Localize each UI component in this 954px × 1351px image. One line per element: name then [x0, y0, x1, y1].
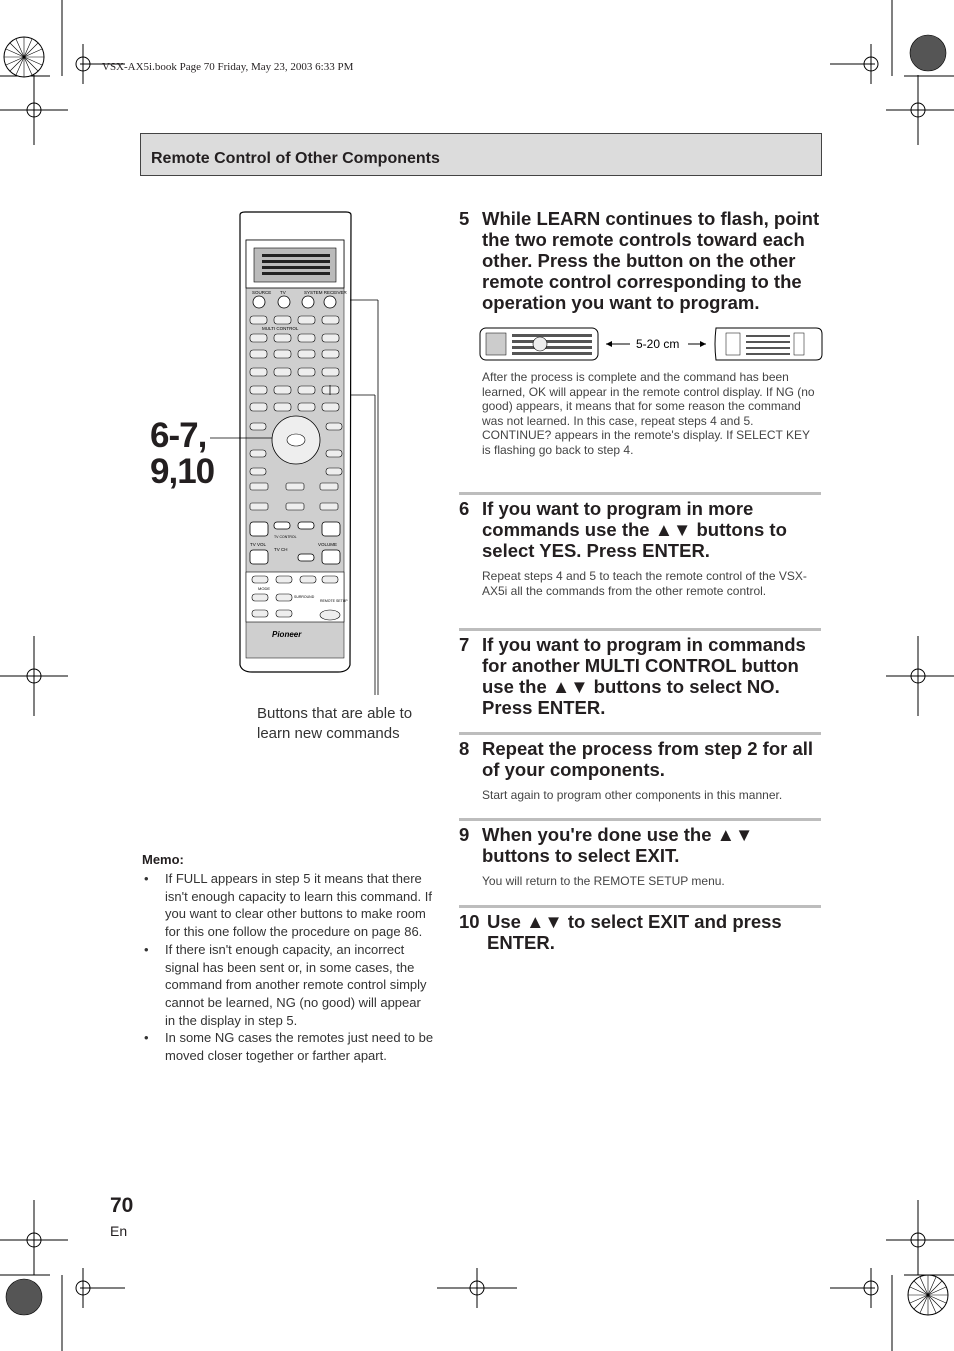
- step-number: 5: [459, 208, 470, 229]
- memo-title: Memo:: [142, 852, 184, 867]
- remote-label-tv-control: TV CONTROL: [274, 535, 297, 539]
- remote-label-tv-ch: TV CH: [274, 547, 288, 552]
- memo-item: • If there isn't enough capacity, an incorrect signal has been sent or, in some cases, the command from another remote control simply cannot be learned, NG (no good) will appear in the display in step 5.: [142, 941, 434, 1030]
- step-number: 10: [459, 911, 480, 932]
- section-header: [140, 133, 822, 176]
- step-number: 6: [459, 498, 470, 519]
- step-title: Use ▲▼ to select EXIT and press ENTER.: [487, 911, 782, 953]
- figure-caption: Buttons that are able to learn new commands: [257, 705, 413, 742]
- divider: [459, 818, 821, 821]
- step-body: After the process is complete and the command has been learned, OK will appear in the remote control display. If NG (no good) appears, it means that for some reason the command was not learned. In this case, repeat steps 4 and 5. CONTINUE? appears in the remote's display. If SELECT KEY is flashing go back to step 4.: [482, 370, 815, 457]
- remote-label-system-receiver: SYSTEM RECEIVER: [304, 290, 347, 295]
- step-body: Start again to program other components in this manner.: [482, 788, 783, 802]
- remote-control-illustration: [200, 210, 400, 705]
- print-line: VSX-AX5i.book Page 70 Friday, May 23, 2003 6:33 PM: [102, 61, 354, 73]
- step-6: [459, 498, 821, 598]
- step-5-body: [459, 370, 821, 457]
- two-remotes-figure: [478, 325, 824, 363]
- remote-label-surround: SURROUND: [294, 595, 315, 599]
- page-number: 70: [110, 1194, 134, 1217]
- callout-steps: [150, 418, 214, 490]
- step-title: If you want to program in commands for another MULTI CONTROL button use the ▲▼ buttons to select NO. Press ENTER.: [482, 634, 806, 718]
- step-7: [459, 634, 821, 718]
- remote-label-mode: MODE: [258, 586, 270, 591]
- step-title: If you want to program in more commands use the ▲▼ buttons to select YES. Press ENTER.: [482, 498, 787, 561]
- step-5: [459, 208, 821, 313]
- memo-item: • In some NG cases the remotes just need to be moved closer together or farther apart.: [142, 1029, 434, 1064]
- step-8: [459, 738, 821, 803]
- step-body: Repeat steps 4 and 5 to teach the remote control of the VSX-AX5i all the commands from the other remote control.: [482, 569, 807, 598]
- language-code: En: [110, 1223, 128, 1239]
- remote-label-volume: VOLUME: [318, 542, 338, 547]
- step-10: [459, 911, 821, 953]
- callout-line-2: 9,10: [150, 452, 215, 491]
- step-body: You will return to the REMOTE SETUP menu.: [482, 874, 725, 888]
- memo-item: • If FULL appears in step 5 it means that there isn't enough capacity to learn this command. If you want to clear other buttons to make room for this one follow the procedure on page 86.: [142, 870, 434, 941]
- step-title: When you're done use the ▲▼ buttons to select EXIT.: [482, 824, 754, 866]
- remote-label-source: SOURCE: [252, 290, 272, 295]
- remote-label-multi-control: MULTI CONTROL: [262, 326, 299, 331]
- callout-line-1: 6-7,: [150, 416, 207, 455]
- step-number: 9: [459, 824, 470, 845]
- divider: [459, 628, 821, 631]
- divider: [459, 732, 821, 735]
- section-title: Remote Control of Other Components: [151, 150, 440, 167]
- distance-label: 5-20 cm: [636, 337, 680, 351]
- memo-list: [142, 870, 434, 1065]
- remote-label-tv-vol: TV VOL: [250, 542, 267, 547]
- divider: [459, 905, 821, 908]
- step-number: 8: [459, 738, 470, 759]
- step-9: [459, 824, 821, 889]
- divider: [459, 492, 821, 495]
- step-number: 7: [459, 634, 470, 655]
- remote-label-remote-setup: REMOTE SETUP: [320, 599, 348, 603]
- step-title: While LEARN continues to flash, point the two remote controls toward each other. Press the button on the other remote control corresponding to the operation you want to program.: [482, 208, 820, 313]
- remote-brand-logo: Pioneer: [272, 630, 302, 639]
- remote-label-tv: TV: [280, 290, 286, 295]
- step-title: Repeat the process from step 2 for all of your components.: [482, 738, 814, 780]
